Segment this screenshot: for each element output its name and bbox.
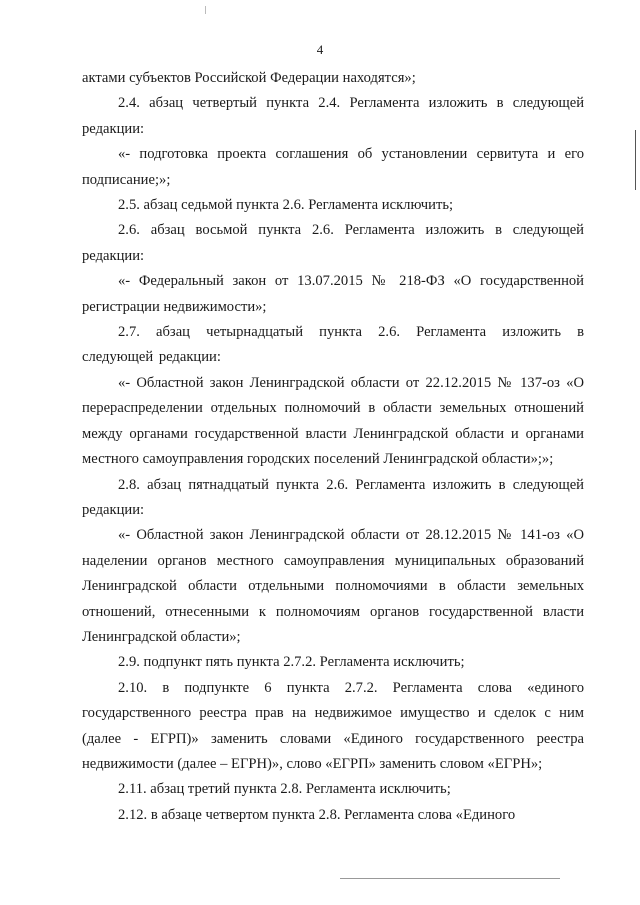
paragraph-2-4: 2.4. абзац четвертый пункта 2.4. Регламента изложить в следующей редакции:: [82, 95, 584, 137]
paragraph-quote-regional-law-137: «- Областной закон Ленинградской области от 22.12.2015 № 137-оз «О перераспределении отдельных полномочий в области земельных отношений между органами государственной власти Ленинградской области и органами местного самоуправления городских поселений Ленинградской области»;»;: [82, 374, 584, 468]
paragraph-2-11: 2.11. абзац третий пункта 2.8. Регламента исключить;: [118, 781, 451, 798]
paragraph-2-10: 2.10. в подпункте 6 пункта 2.7.2. Регламента слова «единого государственного реестра прав на недвижимое имущество и сделок с ним (далее - ЕГРП)» заменить словами «Единого государственного реестра недвижимости (далее – ЕГРН)», слово «ЕГРП» заменить словом «ЕГРН»;: [82, 679, 584, 772]
paragraph-quote-federal-law: «- Федеральный закон от 13.07.2015 № 218-ФЗ «О государственной регистрации недвижимости»;: [82, 273, 584, 315]
paragraph-continuation: актами субъектов Российской Федерации находятся»;: [82, 70, 416, 86]
bottom-rule: [340, 878, 560, 879]
paragraph-2-12: 2.12. в абзаце четвертом пункта 2.8. Регламента слова «Единого: [118, 806, 516, 823]
paragraph-quote-servitude: «- подготовка проекта соглашения об установлении сервитута и его подписание;»;: [82, 146, 584, 188]
paragraph-2-6: 2.6. абзац восьмой пункта 2.6. Регламента изложить в следующей редакции:: [82, 222, 584, 264]
paragraph-2-8: 2.8. абзац пятнадцатый пункта 2.6. Регламента изложить в следующей редакции:: [82, 476, 584, 518]
document-body: [82, 66, 584, 828]
page-number: 4: [316, 42, 324, 57]
scan-artifact: [205, 6, 206, 14]
paragraph-2-7: 2.7. абзац четырнадцатый пункта 2.6. Регламента изложить в следующей редакции:: [82, 324, 584, 366]
paragraph-quote-regional-law-141: «- Областной закон Ленинградской области от 28.12.2015 № 141-оз «О наделении органов местного самоуправления муниципальных образований Ленинградской области отдельными полномочиями в области земельных отношений, отнесенными к полномочиям органов государственной власти Ленинградской области»;: [82, 527, 584, 645]
paragraph-2-9: 2.9. подпункт пять пункта 2.7.2. Регламента исключить;: [118, 654, 465, 671]
margin-mark: [635, 130, 636, 190]
paragraph-2-5: 2.5. абзац седьмой пункта 2.6. Регламента исключить;: [118, 197, 454, 214]
